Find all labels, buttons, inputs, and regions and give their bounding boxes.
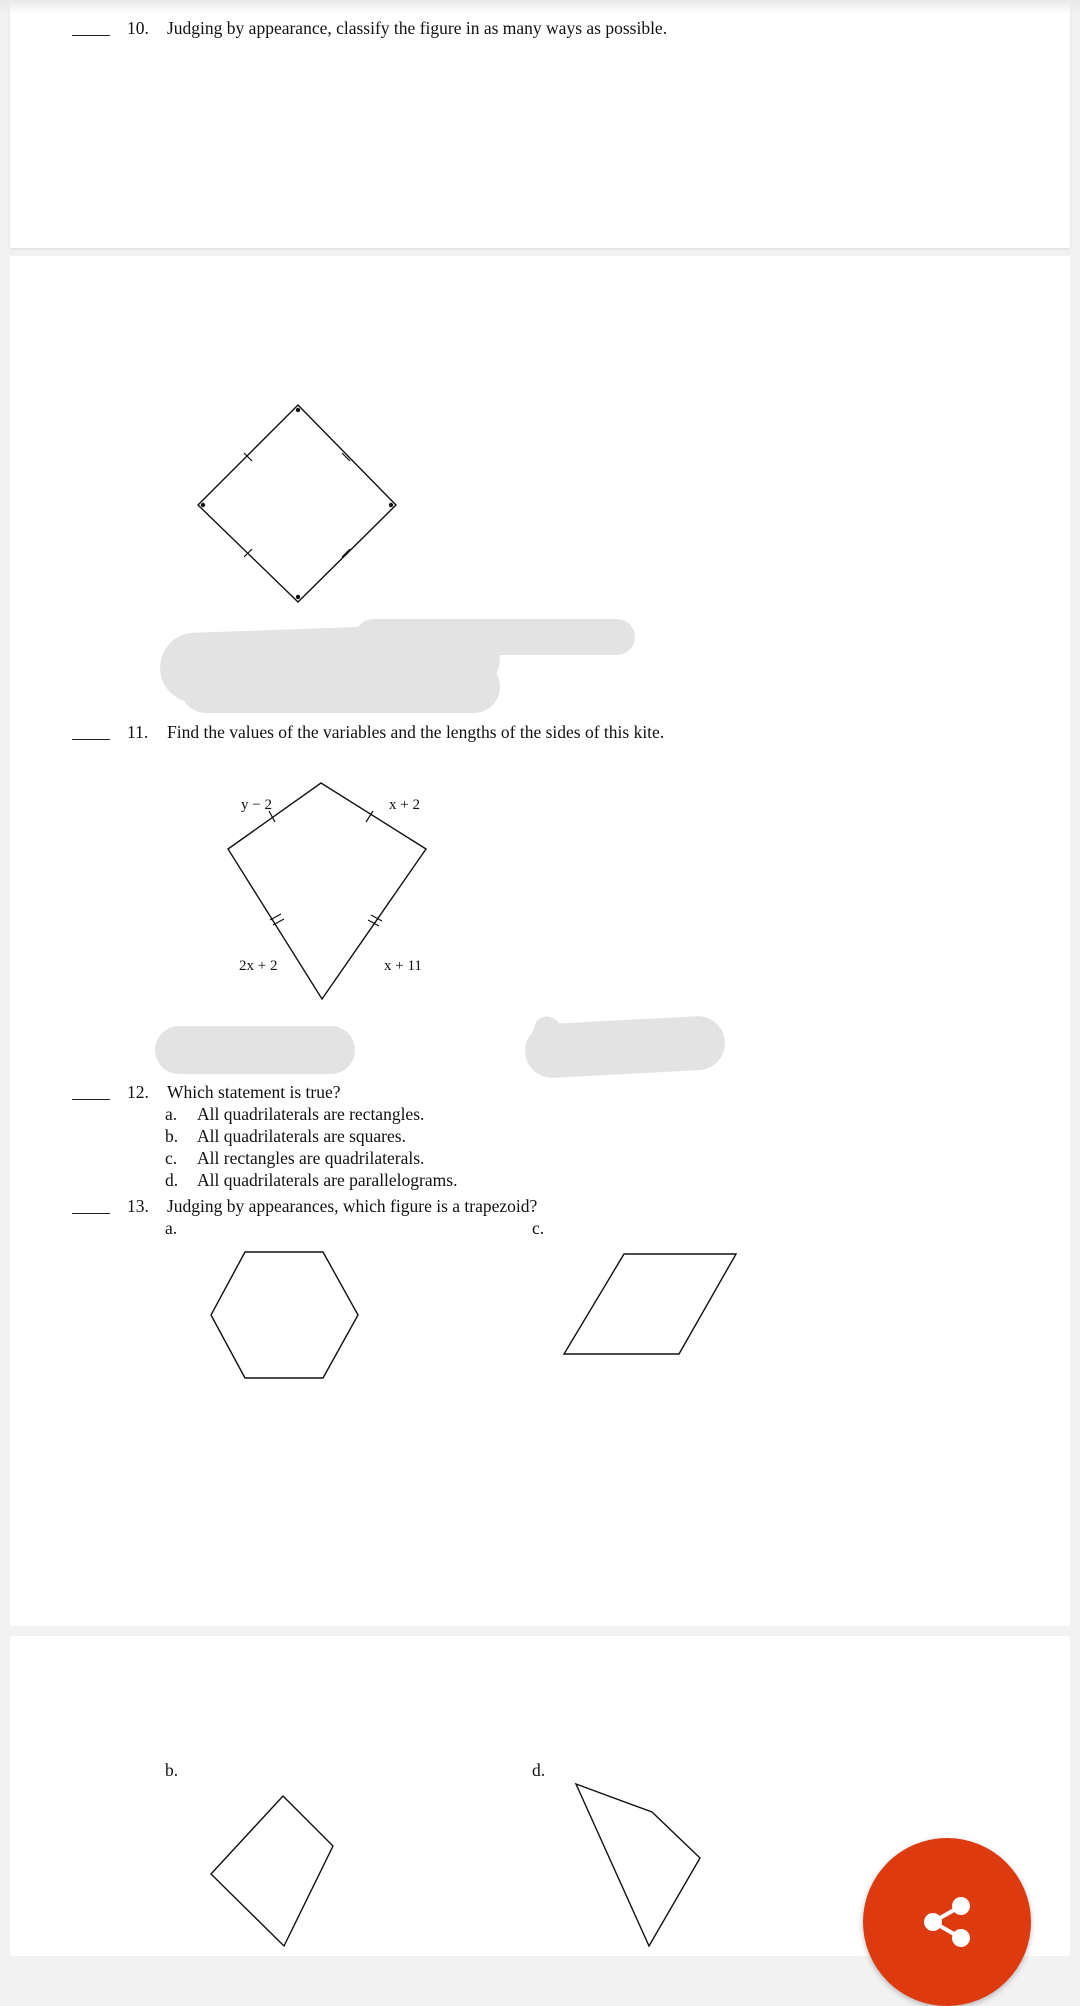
question-number: 11. [127, 722, 149, 742]
share-icon [915, 1890, 979, 1954]
page-card-1 [10, 0, 1070, 248]
q13-hexagon-figure [205, 1246, 375, 1386]
answer-blank [72, 1213, 110, 1214]
page-card-2: 11. Find the values of the variables and the lengths of the sides of this kite. y − 2 x + 2 2x + 2 x + 11 12. Which statement is true? a. All quadrilaterals are rectangles. b. All quadrilaterals are squares. c. All rectangles are quadrilaterals. d. All quadrilaterals are parallelograms. 13. Judging by appearances, which figure is a trapezoid? a. c. [10, 256, 1070, 1626]
redaction-smudge [355, 619, 635, 655]
q13-choice-d-label: d. [532, 1760, 546, 1780]
question-text: Which statement is true? [167, 1082, 341, 1102]
redaction-smudge [155, 1026, 355, 1074]
q13-quadrilateral-d-figure [570, 1776, 730, 1956]
question-text: Judging by appearance, classify the figure in as many ways as possible. [167, 18, 668, 38]
question-number: 13. [127, 1196, 149, 1216]
redaction-smudge [180, 661, 500, 713]
share-button[interactable] [863, 1838, 1031, 2006]
kite-label-top-right: x + 2 [389, 797, 420, 813]
answer-blank [72, 739, 110, 740]
top-edge-shadow [0, 0, 1080, 14]
kite-label-bottom-right: x + 11 [384, 958, 422, 974]
question-number: 10. [127, 18, 149, 38]
q13-choice-a-label: a. [165, 1218, 178, 1238]
q10-quadrilateral-figure [185, 401, 415, 621]
answer-blank [72, 35, 110, 36]
answer-blank [72, 1099, 110, 1100]
kite-label-bottom-left: 2x + 2 [239, 958, 278, 974]
q13-choice-c-label: c. [532, 1218, 545, 1238]
kite-label-top-left: y − 2 [241, 797, 272, 813]
q13-choice-b-label: b. [165, 1760, 179, 1780]
question-text: Find the values of the variables and the lengths of the sides of this kite. [167, 722, 665, 742]
question-number: 12. [127, 1082, 149, 1102]
q11-kite-figure [210, 776, 460, 1026]
question-text: Judging by appearances, which figure is a trapezoid? [167, 1196, 538, 1216]
q13-parallelogram-figure [558, 1246, 758, 1366]
q13-quadrilateral-b-figure [205, 1786, 355, 1956]
